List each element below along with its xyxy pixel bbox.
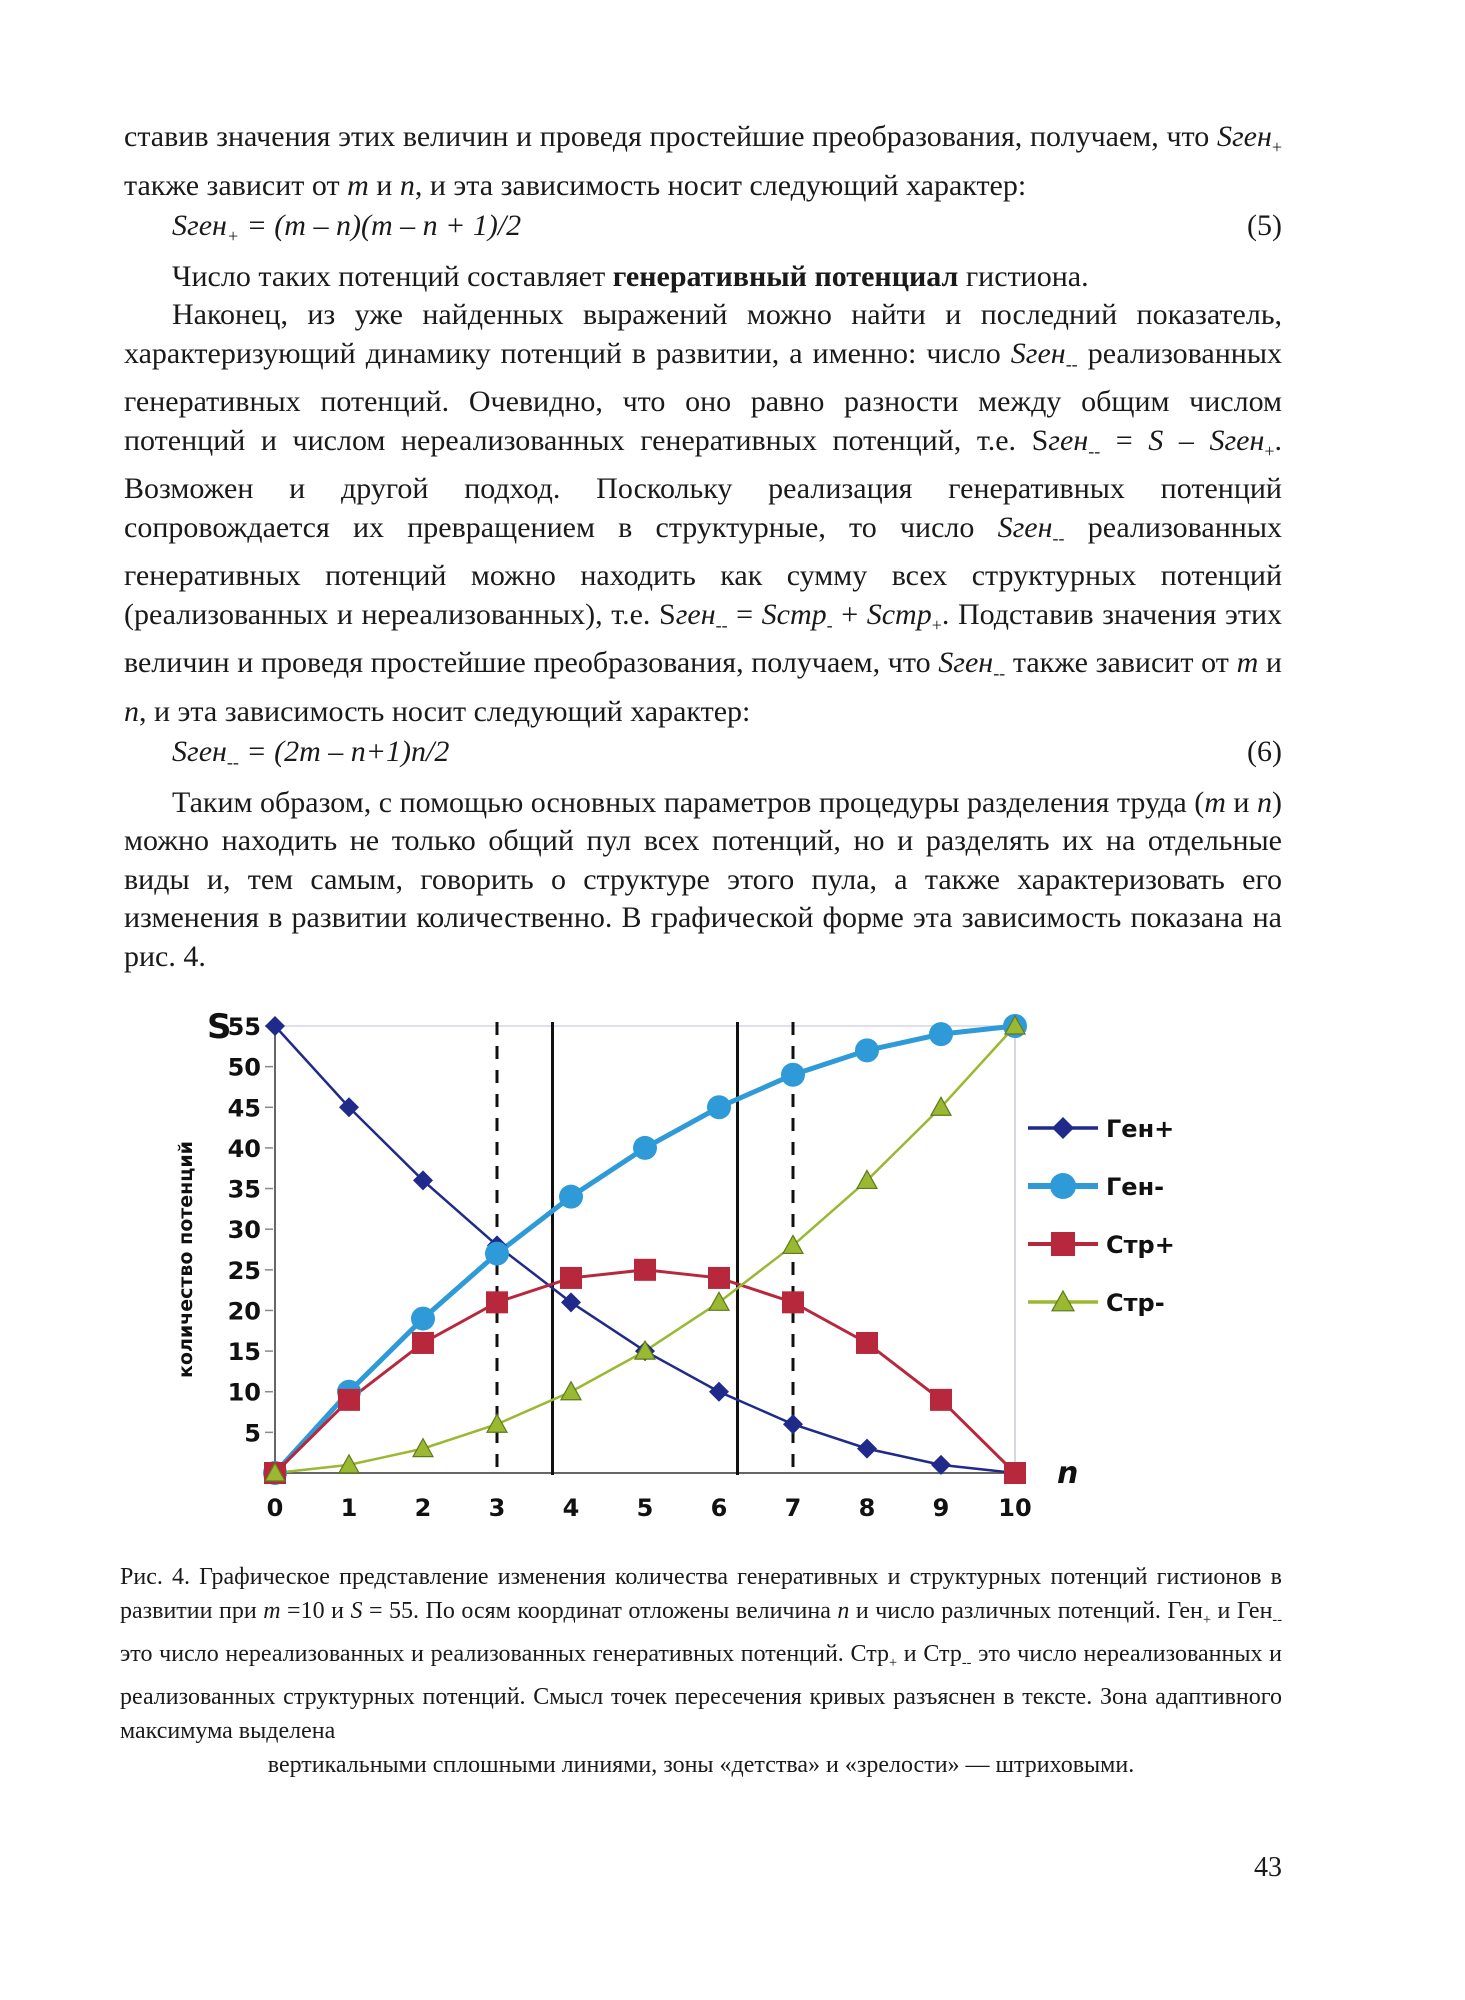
chart: [150, 990, 1320, 1530]
y-axis-label: количество потенций: [175, 1141, 197, 1378]
x-tick-label: 0: [266, 1494, 284, 1522]
figure-caption: Рис. 4. Графическое представление изменения количества генеративных и структурных потенций гистионов в развитии при m =10 и S = 55. По осям координат отложены величина n и число различных потенций. Ген$_+$ и Ген$_{--}$ это число нереализованных и реализованных генеративных потенций. Стр$_+$ и Стр$_{--}$ это число нереализованных и реализованных структурных потенций. Смысл точек пересечения кривых разъяснен в тексте. Зона адаптивного максимума выделена вертикальными сплошными линиями, зоны «детства» и «зрелости» — штриховыми.: [120, 1564, 1283, 1778]
data-point-стрminus: [709, 1292, 729, 1310]
data-point-генminus: [929, 1022, 953, 1046]
formula-number-5: (5): [1247, 209, 1282, 242]
data-point-генminus: [485, 1242, 509, 1266]
x-tick-label: 9: [932, 1494, 950, 1522]
data-point-генplus: [783, 1414, 803, 1434]
y-tick-label: 40: [227, 1134, 261, 1163]
data-point-генplus: [931, 1455, 951, 1475]
x-tick-label: 1: [340, 1494, 358, 1522]
data-point-стрplus: [782, 1291, 804, 1313]
y-tick-label: 5: [244, 1419, 261, 1448]
data-point-стрplus: [634, 1259, 656, 1281]
y-tick-label: 45: [227, 1094, 261, 1123]
x-tick-label: 2: [414, 1494, 432, 1522]
data-point-генplus: [857, 1439, 877, 1459]
y-axis-symbol: S: [207, 1007, 232, 1047]
data-point-генplus: [561, 1292, 581, 1312]
legend-marker: [1052, 1117, 1074, 1139]
paragraph-1: ставив значения этих величин и проведя простейшие преобразования, получаем, что Sген$_+$ также зависит от m и n, и эта зависимость носит следующий характер:: [124, 120, 1282, 202]
data-point-генminus: [411, 1307, 435, 1331]
series-line-генminus: [275, 1026, 1015, 1473]
data-point-стрplus: [412, 1332, 434, 1354]
y-tick-label: 35: [227, 1175, 261, 1204]
legend-label: Ген-: [1106, 1173, 1165, 1201]
data-point-стрplus: [560, 1267, 582, 1289]
x-tick-label: 5: [636, 1494, 654, 1522]
paragraph-2: Число таких потенций составляет генеративный потенциал гистиона.: [172, 259, 1089, 293]
data-point-стрplus: [1004, 1462, 1026, 1484]
formula-5: Sген$_+$ = (m – n)(m – n + 1)/2 (5): [124, 207, 1282, 256]
data-point-стрplus: [486, 1291, 508, 1313]
formula-number-6: (6): [1247, 735, 1282, 768]
data-point-стрminus: [561, 1382, 581, 1400]
legend-label: Ген+: [1106, 1115, 1175, 1143]
data-point-генminus: [781, 1063, 805, 1087]
data-point-стрplus: [930, 1389, 952, 1411]
y-tick-label: 20: [227, 1297, 261, 1326]
series-line-стрplus: [275, 1270, 1015, 1473]
data-point-стрplus: [338, 1389, 360, 1411]
data-point-стрplus: [708, 1267, 730, 1289]
data-point-генplus: [709, 1382, 729, 1402]
x-tick-label: 7: [784, 1494, 802, 1522]
data-point-стрminus: [487, 1414, 507, 1432]
legend-marker: [1050, 1173, 1076, 1199]
figure-4: [150, 990, 1320, 1530]
y-tick-label: 25: [227, 1256, 261, 1285]
formula-6: Sген$_{--}$ = (2m – n+1)n/2 (6): [124, 733, 1282, 782]
x-tick-label: 8: [858, 1494, 876, 1522]
y-tick-label: 30: [227, 1216, 261, 1245]
y-tick-label: 10: [227, 1378, 261, 1407]
legend-label: Стр-: [1106, 1289, 1165, 1317]
x-tick-label: 3: [488, 1494, 506, 1522]
paragraph-4: Таким образом, с помощью основных параметров процедуры разделения труда (m и n) можно находить не только общий пул всех потенций, но и разделять их на отдельные виды и, тем самым, говорить о структуре этого пула, а также характеризовать его изменения в развитии количественно. В графической форме эта зависимость показана на рис. 4.: [124, 785, 1282, 973]
legend-marker: [1051, 1232, 1075, 1256]
x-tick-label: 10: [998, 1494, 1032, 1522]
data-point-генminus: [633, 1136, 657, 1160]
y-tick-label: 50: [227, 1053, 261, 1082]
x-axis-label: n: [1057, 1456, 1079, 1491]
data-point-стрplus: [856, 1332, 878, 1354]
paragraph-3: Наконец, из уже найденных выражений можно найти и последний показатель, характеризующий динамику потенций в развитии, а именно: число Sген$_{--}$ реализованных генеративных потенций. Очевидно, что оно равно разности между общим числом потенций и числом нереализованных генеративных потенций, т.е. Sген$_{--}$ = S – Sген$_+$. Возможен и другой подход. Поскольку реализация генеративных потенций сопровождается их превращением в структурные, то число Sген$_{--}$ реализованных генеративных потенций можно находить как сумму всех структурных потенций (реализованных и нереализованных), т.е. Sген$_{--}$ = Sстр$_-$ + Sстр$_+$. Подставив значения этих величин и проведя простейшие преобразования, получаем, что Sген$_{--}$ также зависит от m и n, и эта зависимость носит следующий характер:: [124, 298, 1283, 728]
legend-label: Стр+: [1106, 1231, 1175, 1259]
series-line-стрminus: [275, 1026, 1015, 1473]
page-number: 43: [1254, 1852, 1282, 1883]
y-tick-label: 55: [227, 1013, 261, 1041]
data-point-генminus: [707, 1095, 731, 1119]
x-tick-label: 4: [562, 1494, 580, 1522]
data-point-генminus: [855, 1038, 879, 1062]
x-tick-label: 6: [710, 1494, 728, 1522]
body-text: [124, 118, 1282, 976]
data-point-генminus: [559, 1185, 583, 1209]
series-line-генplus: [275, 1026, 1015, 1473]
y-tick-label: 15: [227, 1338, 261, 1367]
